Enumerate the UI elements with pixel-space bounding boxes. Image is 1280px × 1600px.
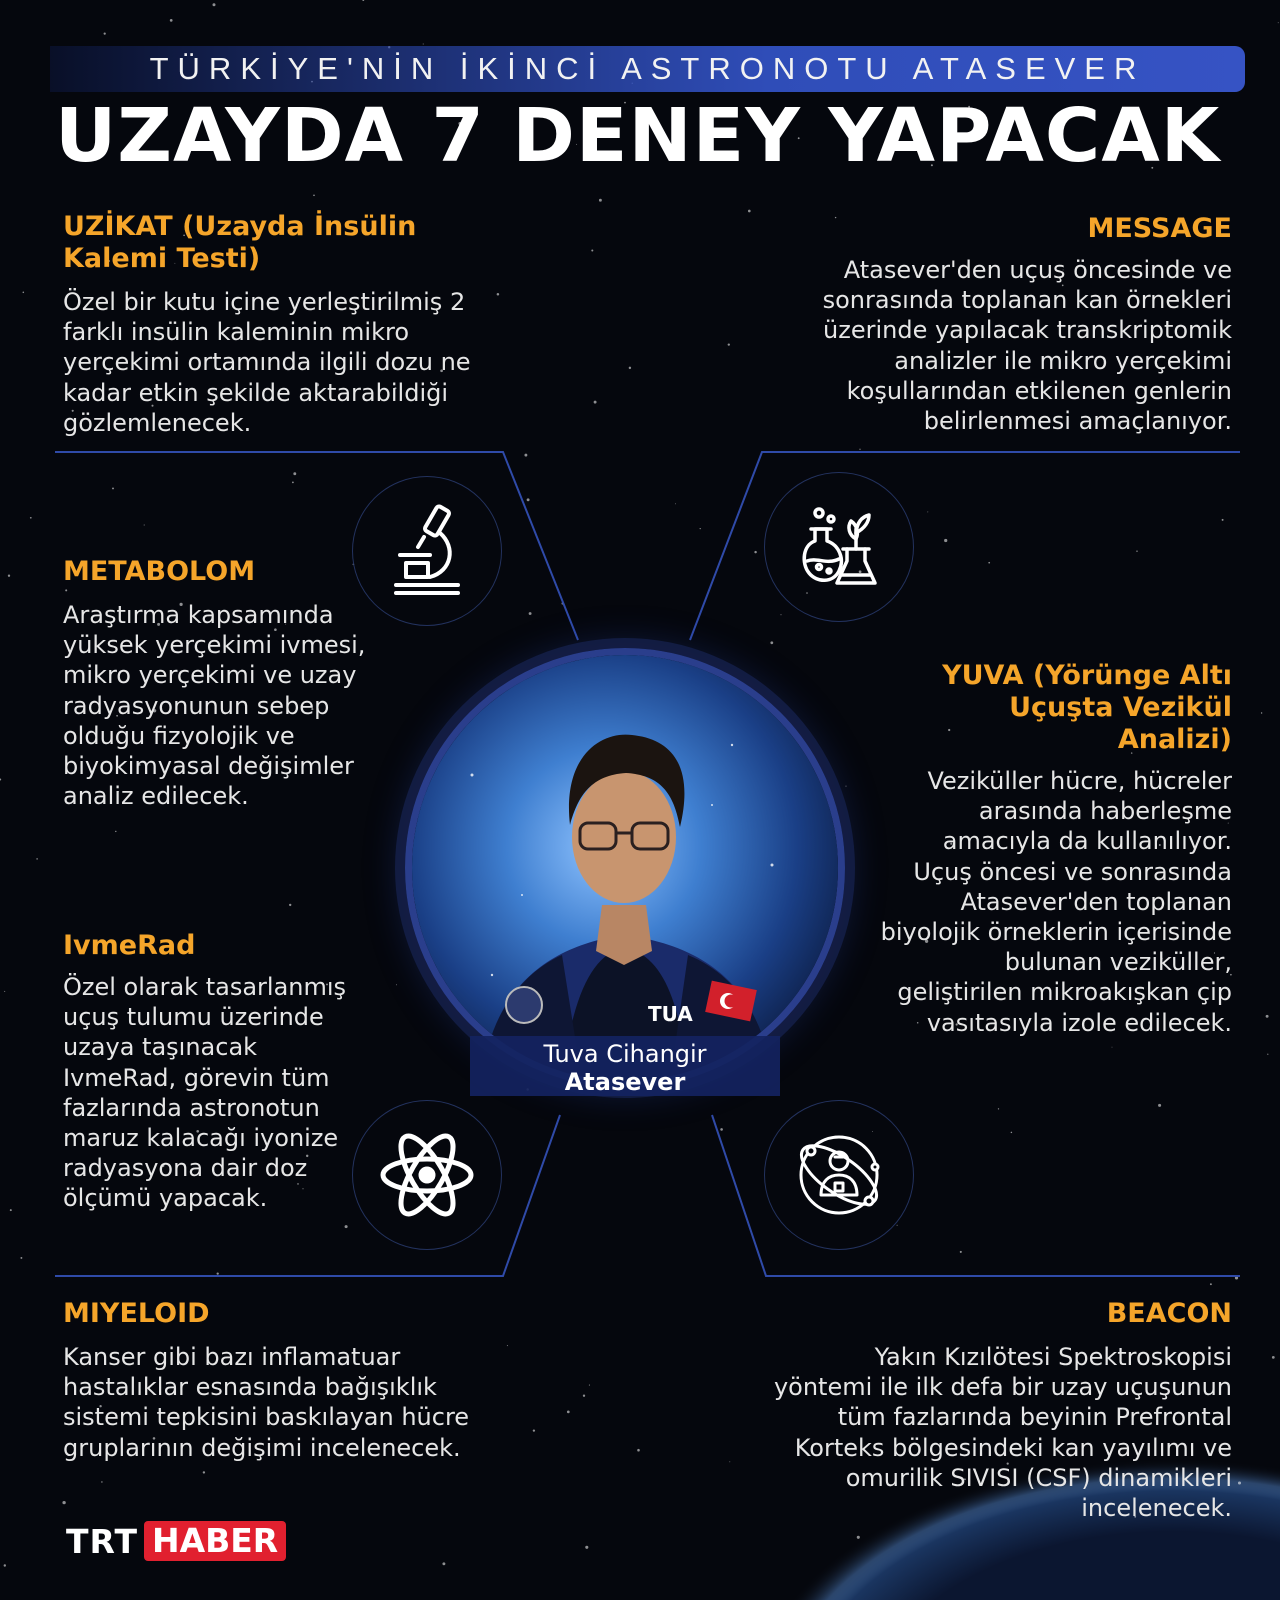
- logo-haber: HABER: [144, 1521, 286, 1561]
- star: [591, 249, 593, 251]
- star: [729, 1461, 730, 1462]
- star: [23, 292, 25, 294]
- experiment-beacon: [772, 1298, 1232, 1523]
- star: [998, 1108, 999, 1109]
- star: [594, 401, 597, 404]
- experiment-title: BEACON: [1106, 1298, 1232, 1329]
- experiment-ivmerad: [63, 930, 383, 1214]
- star: [944, 539, 947, 542]
- star: [1210, 1283, 1212, 1285]
- experiment-yuva: [880, 660, 1232, 1038]
- star: [4, 1564, 6, 1566]
- chemistry-icon-circle: [764, 472, 914, 622]
- astronaut-last-name: Atasever: [564, 1068, 686, 1096]
- experiment-description: Yakın Kızılötesi Spektroskopisi yöntemi ile ilk defa bir uzay uçuşunun tüm fazlarında beyinin Prefrontal Korteks bölgesindeki kan yayılımı ve omurilik SIVISI (CSF) dinamikleri incelenecek.: [773, 1343, 1232, 1523]
- astronaut-photo: [412, 655, 838, 1081]
- star: [313, 194, 315, 196]
- star: [507, 1345, 508, 1346]
- experiment-message: [760, 213, 1232, 436]
- star: [859, 449, 860, 450]
- header-kicker: TÜRKİYE'NİN İKİNCİ ASTRONOTU ATASEVER: [50, 46, 1245, 92]
- star: [104, 33, 106, 35]
- experiment-description: Veziküller hücre, hücreler arasında haberleşme amacıyla da kullanılıyor. Uçuş öncesi ve sonrasında Atasever'den toplanan biyolojik örneklerin içerisinde bulunan veziküller, geliştirilen mikroakışkan çip vasıtasıyla izole edilecek.: [880, 767, 1232, 1037]
- star: [960, 1251, 962, 1253]
- scientist-orbit-icon: [793, 1129, 885, 1221]
- star: [629, 367, 631, 369]
- experiment-title: METABOLOM: [63, 556, 256, 587]
- star: [345, 1225, 348, 1228]
- atom-icon-circle: [352, 1100, 502, 1250]
- star: [1266, 1015, 1269, 1018]
- star: [1267, 1054, 1268, 1055]
- experiment-uzikat: [63, 211, 513, 438]
- star: [1136, 550, 1137, 551]
- experiment-title: UZİKAT (Uzayda İnsülin Kalemi Testi): [63, 211, 417, 274]
- star: [988, 562, 990, 564]
- star: [720, 1128, 723, 1131]
- star: [728, 343, 730, 345]
- experiment-title: MESSAGE: [1087, 213, 1232, 244]
- star: [289, 904, 291, 906]
- experiment-title: MIYELOID: [63, 1298, 210, 1329]
- star: [637, 1449, 640, 1452]
- star: [10, 1209, 12, 1211]
- star: [170, 19, 173, 22]
- star: [754, 551, 756, 553]
- star: [203, 1471, 205, 1473]
- star: [144, 524, 145, 525]
- logo-trt: TRT: [66, 1521, 138, 1561]
- scientist-icon-circle: [764, 1100, 914, 1250]
- astronaut-portrait: [405, 648, 845, 1088]
- star: [583, 1395, 585, 1397]
- star: [62, 1501, 65, 1504]
- experiment-description: Atasever'den uçuş öncesinde ve sonrasında toplanan kan örnekleri üzerinde yapılacak transkriptomik analizler ile mikro yerçekimi koşullarından etkilenen genlerin belirlenmesi amaçlanıyor.: [822, 256, 1232, 436]
- badge-text: TUA: [648, 1002, 693, 1026]
- star: [1011, 1132, 1013, 1134]
- experiment-description: Özel bir kutu içine yerleştirilmiş 2 farklı insülin kaleminin mikro yerçekimi ortamında ilgili dozu ne kadar etkin şekilde aktarabildiği gözlemlenecek.: [63, 288, 471, 437]
- star: [1261, 712, 1262, 713]
- star: [213, 3, 216, 6]
- star: [1278, 22, 1279, 23]
- experiment-metabolom: [63, 556, 383, 811]
- star: [589, 1385, 590, 1386]
- star: [780, 614, 781, 615]
- star: [36, 858, 38, 860]
- star: [527, 498, 530, 501]
- star: [927, 511, 928, 512]
- experiment-description: Araştırma kapsamında yüksek yerçekimi ivmesi, mikro yerçekimi ve uzay radyasyonunun sebep olduğu fizyolojik ve biyokimyasal değişimler analiz edilecek.: [63, 601, 366, 811]
- star: [396, 984, 397, 985]
- experiment-title: IvmeRad: [63, 930, 196, 961]
- star: [529, 612, 532, 615]
- star: [675, 503, 676, 504]
- experiment-miyeloid: [63, 1298, 483, 1463]
- star: [845, 786, 846, 787]
- astronaut-name-label: [470, 1036, 780, 1096]
- star: [4, 991, 5, 992]
- atom-icon: [379, 1132, 475, 1218]
- star: [20, 1257, 22, 1259]
- experiment-description: Kanser gibi bazı inflamatuar hastalıklar esnasında bağışıklık sistemi tepkisini baskılayan hücre gruplarının değişimi incelenecek.: [63, 1343, 470, 1462]
- star: [585, 1546, 588, 1549]
- astronaut-first-name: Tuva Cihangir: [543, 1040, 707, 1068]
- chemistry-flask-icon: [797, 505, 881, 589]
- experiment-description: Özel olarak tasarlanmış uçuş tulumu üzerinde uzaya taşınacak IvmeRad, görevin tüm fazlarında astronotun maruz kalacağı iyonize radyasyona dair doz ölçümü yapacak.: [63, 973, 347, 1213]
- star: [567, 1411, 570, 1414]
- star: [292, 482, 294, 484]
- star: [599, 199, 602, 202]
- star: [748, 210, 751, 213]
- star: [1272, 1356, 1275, 1359]
- microscope-icon-circle: [352, 476, 502, 626]
- star: [8, 575, 10, 577]
- experiment-title: YUVA (Yörünge Altı Uçuşta Vezikül Analizi): [942, 660, 1232, 755]
- star: [857, 1536, 860, 1539]
- trt-haber-logo: [66, 1520, 286, 1562]
- star: [1238, 1481, 1241, 1484]
- star: [30, 517, 32, 519]
- star: [897, 1225, 898, 1226]
- star: [115, 831, 116, 832]
- star: [533, 1429, 535, 1431]
- star: [442, 1562, 445, 1565]
- star: [1158, 1104, 1161, 1107]
- star: [217, 1272, 219, 1274]
- star: [1112, 1047, 1113, 1048]
- star: [112, 487, 114, 489]
- star: [293, 472, 296, 475]
- page-title: UZAYDA 7 DENEY YAPACAK: [55, 93, 1221, 179]
- star: [700, 528, 701, 529]
- star: [524, 454, 527, 457]
- star: [770, 641, 773, 644]
- star: [101, 1481, 102, 1482]
- star: [423, 44, 424, 45]
- star: [1222, 519, 1224, 521]
- microscope-icon: [390, 503, 464, 599]
